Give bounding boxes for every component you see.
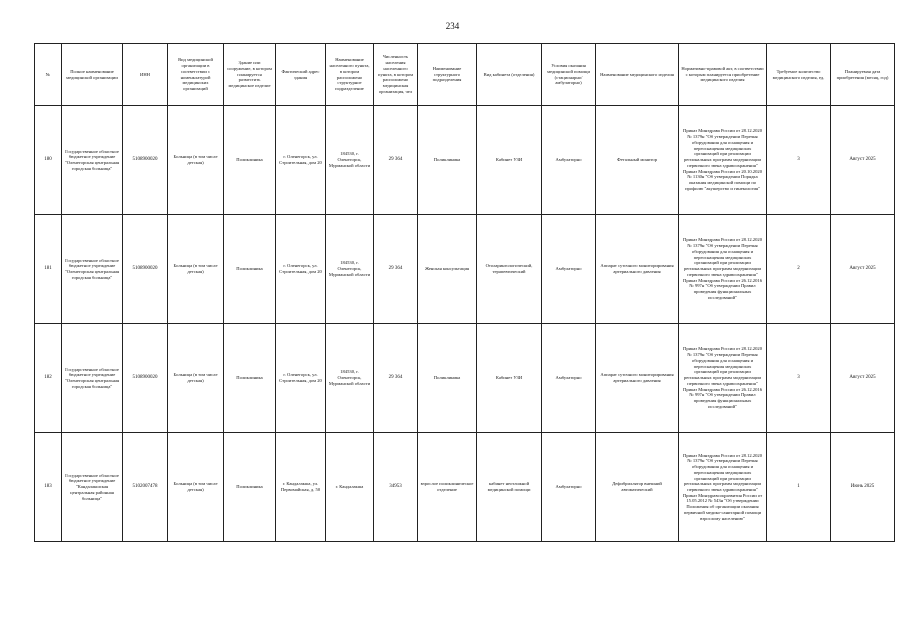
table-cell: Август 2025	[831, 106, 895, 215]
table-cell: Приказ Минздрава России от 28.12.2020 № 1379н "Об утверждении Перечня оборудования для оснащения и переоснащения медицинских организаций при реализации региональных программ модернизации первичного звена здравоохранения" Приказ Минздрава России от 26.12.2016 № 997н "Об утверждении Правил проведения функциональных исследований"	[679, 215, 767, 324]
table-cell: 184530, г. Оленегорск, Мурманской области	[326, 106, 374, 215]
table-cell: Больница (в том числе детская)	[168, 215, 224, 324]
table-cell: 29 364	[374, 215, 418, 324]
table-cell: Больница (в том числе детская)	[168, 433, 224, 542]
header-cell: ИНН	[123, 44, 168, 106]
table-cell: Больница (в том числе детская)	[168, 324, 224, 433]
table-cell: 3	[767, 106, 831, 215]
table-cell: 180	[35, 106, 62, 215]
table-cell: Больница (в том числе детская)	[168, 106, 224, 215]
table-cell: Амбулаторно	[542, 433, 596, 542]
table-cell: Кабинет УЗИ	[477, 106, 542, 215]
header-cell: Нормативно-правовой акт, в соответствии с которым планируется приобретение медицинского изделия	[679, 44, 767, 106]
table-cell: Поликлиника	[418, 324, 477, 433]
header-cell: Планируемая дата приобретения (месяц, год)	[831, 44, 895, 106]
table-cell: Август 2025	[831, 215, 895, 324]
header-cell: Полное наименование медицинской организации	[62, 44, 123, 106]
table-cell: Приказ Минздрава России от 28.12.2020 № 1379н "Об утверждении Перечня оборудования для оснащения и переоснащения медицинских организаций при реализации региональных программ модернизации первичного звена здравоохранения" Приказ Минздрава России от 20.10.2020 № 1130н "Об утверждении Порядка оказания медицинской помощи по профилю "акушерство и гинекология"	[679, 106, 767, 215]
header-cell: Наименование структурного подразделения	[418, 44, 477, 106]
table-cell: 184530, г. Оленегорск, Мурманской области	[326, 324, 374, 433]
table-cell: г. Оленегорск, ул. Строительная, дом 20	[276, 324, 326, 433]
table-cell: 184530, г. Оленегорск, Мурманской области	[326, 215, 374, 324]
table-cell: взрослое поликлиническое отделение	[418, 433, 477, 542]
table-cell: Август 2025	[831, 324, 895, 433]
table-cell: 2	[767, 215, 831, 324]
table-cell: 5108900020	[123, 324, 168, 433]
table-cell: 5108900020	[123, 215, 168, 324]
table-cell: 181	[35, 215, 62, 324]
table-cell: 5102007478	[123, 433, 168, 542]
header-cell: Требуемое количество медицинского изделия, ед.	[767, 44, 831, 106]
table-cell: Фетальный монитор	[596, 106, 679, 215]
table-cell: Приказ Минздрава России от 28.12.2020 № 1379н "Об утверждении Перечня оборудования для оснащения и переоснащения медицинских организаций при реализации региональных программ модернизации первичного звена здравоохранения" Приказ Минздравсоцразвития России от 15.05.2012 № 543н "Об утверждении Положения об организации оказания первичной медико-санитарной помощи взрослому населению"	[679, 433, 767, 542]
header-cell: Наименование медицинского изделия	[596, 44, 679, 106]
table-cell: г. Оленегорск, ул. Строительная, дом 20	[276, 215, 326, 324]
table-row	[35, 433, 895, 542]
table-cell: Амбулаторно	[542, 215, 596, 324]
table-cell: Женская консультация	[418, 215, 477, 324]
table-cell: Аппарат суточного мониторирования артериального давления	[596, 215, 679, 324]
table-row	[35, 106, 895, 215]
header-cell: №	[35, 44, 62, 106]
table-cell: Кабинет УЗИ	[477, 324, 542, 433]
table-cell: 29 364	[374, 106, 418, 215]
table-cell: 183	[35, 433, 62, 542]
header-cell: Вид кабинета (отделения)	[477, 44, 542, 106]
table-cell: Амбулаторно	[542, 324, 596, 433]
table-cell: Амбулаторно	[542, 106, 596, 215]
table-cell: Государственное областное бюджетное учреждение "Кандалакшская центральная районная больница"	[62, 433, 123, 542]
table-cell: Государственное областное бюджетное учреждение "Оленегорская центральная городская больница"	[62, 106, 123, 215]
equipment-table	[34, 43, 895, 542]
table-cell: Аппарат суточного мониторирования артериального давления	[596, 324, 679, 433]
header-cell: Численность населения населенного пункта, в котором расположено медицинская организация, чел	[374, 44, 418, 106]
header-cell: Вид медицинской организации в соответствии с номенклатурой медицинских организаций	[168, 44, 224, 106]
table-cell: Поликлиника	[224, 324, 276, 433]
table-cell: г. Кандалакша	[326, 433, 374, 542]
header-cell: Здание или сооружение, в котором планируется разместить медицинское изделие	[224, 44, 276, 106]
table-cell: Поликлиника	[224, 433, 276, 542]
table-cell: 34953	[374, 433, 418, 542]
table-row	[35, 324, 895, 433]
table-cell: Приказ Минздрава России от 28.12.2020 № 1379н "Об утверждении Перечня оборудования для оснащения и переоснащения медицинских организаций при реализации региональных программ модернизации первичного звена здравоохранения" Приказ Минздрава России от 26.12.2016 № 997н "Об утверждении Правил проведения функциональных исследований"	[679, 324, 767, 433]
table-cell: Поликлиника	[224, 106, 276, 215]
header-row	[35, 44, 895, 106]
table-cell: Отоларингологический, терапевтический	[477, 215, 542, 324]
table-cell: Поликлиника	[224, 215, 276, 324]
table-cell: кабинет неотложной медицинской помощи	[477, 433, 542, 542]
table-cell: Поликлиника	[418, 106, 477, 215]
header-cell: Фактический адрес здания	[276, 44, 326, 106]
page-number: 234	[445, 21, 460, 31]
table-cell: 5108900020	[123, 106, 168, 215]
table-cell: 29 364	[374, 324, 418, 433]
table-cell: г. Оленегорск, ул. Строительная, дом 20	[276, 106, 326, 215]
table-cell: 182	[35, 324, 62, 433]
table-cell: Государственное областное бюджетное учреждение "Оленегорская центральная городская больница"	[62, 324, 123, 433]
header-cell: Наименование населенного пункта, в котором расположено структурное подразделение	[326, 44, 374, 106]
table-cell: Дефибриллятор внешний автоматический	[596, 433, 679, 542]
table-cell: 3	[767, 324, 831, 433]
table-cell: Июнь 2025	[831, 433, 895, 542]
header-cell: Условия оказания медицинской помощи (стационарно/амбулаторно)	[542, 44, 596, 106]
table-cell: Государственное областное бюджетное учреждение "Оленегорская центральная городская больница"	[62, 215, 123, 324]
table-cell: г. Кандалакша, ул. Первомайская, д. 50	[276, 433, 326, 542]
table-row	[35, 215, 895, 324]
table-cell: 1	[767, 433, 831, 542]
